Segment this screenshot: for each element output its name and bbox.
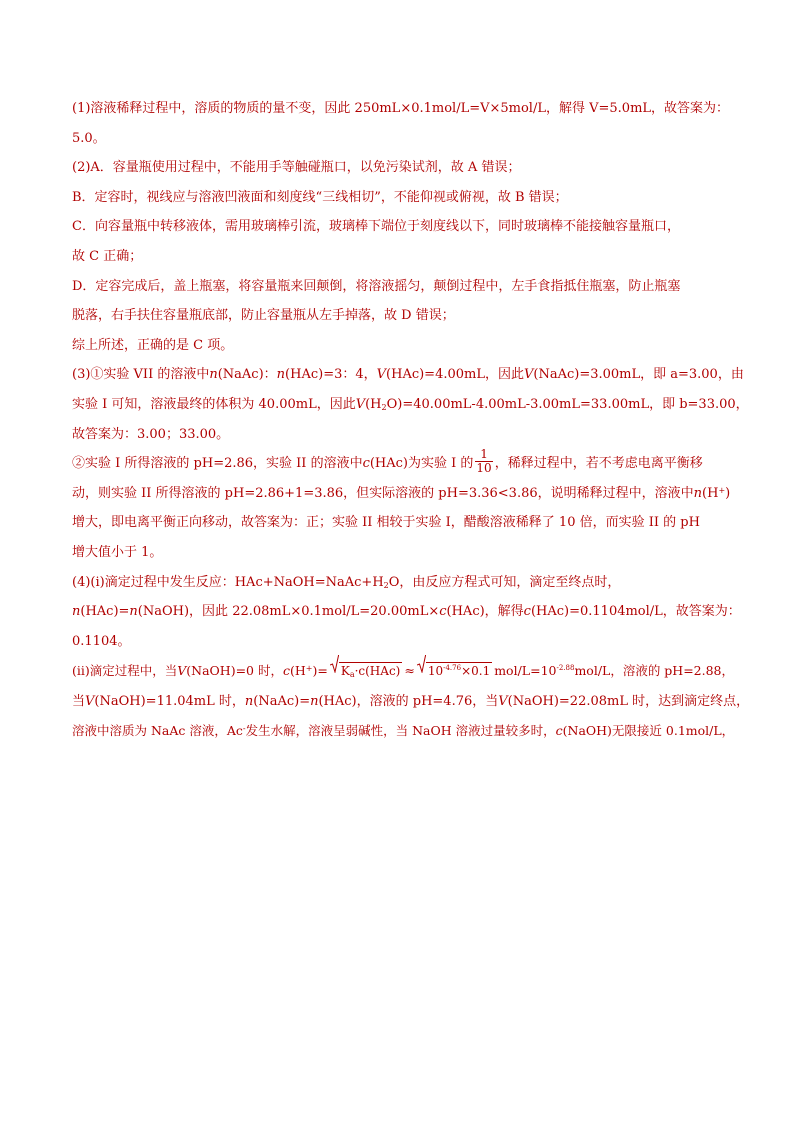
var-c: c xyxy=(362,456,370,472)
p4-line5 xyxy=(72,687,750,717)
text-span: mol/L，溶液的 pH=2.88， xyxy=(574,663,735,679)
text-span: (1)溶液稀释过程中，溶质的物质的量不变，因此 250mL×0.1mol/L=V×5mol/L，解得 V=5.0mL，故答案为： xyxy=(72,101,730,116)
text-span: (HAc)= xyxy=(80,604,130,620)
square-root-1 xyxy=(330,656,403,686)
text-span: 溶液中溶质为 NaAc 溶液，Ac xyxy=(72,723,243,739)
var-n: n xyxy=(72,604,81,620)
text-span: (3)①实验 VII 的溶液中 xyxy=(72,367,210,383)
subscript: 2 xyxy=(383,580,389,590)
fraction-numerator: 1 xyxy=(475,448,492,462)
text-span: (ii)滴定过程中，当 xyxy=(72,663,178,679)
var-v: V xyxy=(355,396,366,412)
p2-line-d1 xyxy=(72,272,740,302)
text-span: ×0.1 xyxy=(461,663,491,678)
p2-line-c1 xyxy=(72,212,740,242)
superscript: -4.76 xyxy=(443,663,462,672)
var-c: c xyxy=(439,604,447,620)
p1-line1 xyxy=(72,94,740,124)
subscript: 2 xyxy=(381,402,387,412)
text-span: 增大，即电离平衡正向移动，故答案为：正；实验 II 相较于实验 I，醋酸溶液稀释了 10 倍，而实验 II 的 pH xyxy=(72,515,700,531)
approx-sign: ≈ xyxy=(404,663,415,679)
square-root-2 xyxy=(417,656,492,686)
var-v: V xyxy=(85,693,95,709)
text-span: 动，则实验 II 所得溶液的 pH=2.86+1=3.86，但实际溶液的 pH=3.36<3.86，说明稀释过程中，溶液中 xyxy=(72,485,694,501)
text-span: C．向容量瓶中转移液体，需用玻璃棒引流，玻璃棒下端位于刻度线以下，同时玻璃棒不能接触容量瓶口， xyxy=(72,219,680,235)
text-span: mol/L=10 xyxy=(494,663,557,679)
text-span: )= xyxy=(312,663,328,679)
p2-line-b xyxy=(72,183,740,213)
text-span: 当 xyxy=(72,693,86,709)
text-span: ，稀释过程中，若不考虑电离平衡移 xyxy=(494,456,703,472)
text-span: O)=40.00mL-4.00mL-3.00mL=33.00mL，即 b=33.00， xyxy=(386,396,749,412)
text-span: 脱落，右手扶住容量瓶底部，防止容量瓶从左手掉落，故 D 错误； xyxy=(72,308,455,324)
text-span: (HAc)，解得 xyxy=(446,604,524,620)
var-n: n xyxy=(310,693,319,709)
p4-line6 xyxy=(72,716,740,746)
text-span: (HAc)=4.00mL，因此 xyxy=(386,367,524,383)
text-span: (H xyxy=(290,663,306,679)
superscript: + xyxy=(305,664,313,674)
superscript: -2.88 xyxy=(556,664,575,673)
var-n: n xyxy=(209,367,218,383)
p3-line1 xyxy=(72,360,744,390)
var-n: n xyxy=(244,693,254,709)
p4-line4 xyxy=(72,656,740,686)
var-c: c xyxy=(523,604,531,620)
text-span: ·c(HAc) xyxy=(354,663,401,678)
p3-line2 xyxy=(72,390,749,420)
superscript: - xyxy=(242,724,246,734)
text-span: (NaOH)=0 时， xyxy=(186,663,283,679)
radical-sign-icon xyxy=(330,655,339,673)
var-v: V xyxy=(498,693,508,709)
radicand xyxy=(339,662,403,679)
text-span: (NaOH)无限接近 0.1mol/L， xyxy=(562,723,735,739)
text-span: K xyxy=(340,663,350,678)
text-span: 实验 I 可知，溶液最终的体积为 40.00mL，因此 xyxy=(72,396,356,412)
p4-line1 xyxy=(72,568,740,598)
text-span: ) xyxy=(725,485,731,501)
var-v: V xyxy=(523,367,534,383)
p2-line-a xyxy=(72,153,740,183)
superscript: + xyxy=(718,485,726,495)
p4-line3 xyxy=(72,627,740,657)
text-span: 0.1104。 xyxy=(72,633,131,649)
solution-text xyxy=(72,94,750,746)
text-span: (NaOH)，因此 22.08mL×0.1mol/L=20.00mL× xyxy=(137,604,440,620)
text-span: (HAc)=0.1104mol/L，故答案为： xyxy=(530,604,741,620)
text-span: (4)(i)滴定过程中发生反应：HAc+NaOH=NaAc+H xyxy=(72,574,384,590)
text-span: (NaAc)= xyxy=(253,693,311,709)
radical-sign-icon xyxy=(417,655,426,673)
fraction xyxy=(475,448,492,475)
text-span: (HAc)=3：4， xyxy=(285,367,377,383)
p3-line5 xyxy=(72,479,740,509)
var-n: n xyxy=(129,604,138,620)
p2-line-c2 xyxy=(72,242,740,272)
text-span: (H xyxy=(702,485,719,501)
subscript: a xyxy=(349,669,355,679)
p3-line4 xyxy=(72,449,740,479)
p3-line7 xyxy=(72,538,740,568)
text-span: (HAc)，溶液的 pH=4.76，当 xyxy=(318,693,499,709)
text-span: 发生水解，溶液呈弱碱性，当 NaOH 溶液过量较多时， xyxy=(245,723,556,739)
text-span: (NaAc)： xyxy=(217,367,277,383)
text-span: 故 C 正确； xyxy=(72,248,143,264)
text-span: (HAc)为实验 I 的 xyxy=(369,456,474,472)
var-c: c xyxy=(282,663,290,679)
fraction-denominator: 10 xyxy=(476,461,492,476)
text-span: 10 xyxy=(427,663,444,678)
text-span: D．定容完成后，盖上瓶塞，将容量瓶来回颠倒，将溶液摇匀，颠倒过程中，左手食指抵住瓶塞，防止瓶塞 xyxy=(72,278,681,294)
text-span: 故答案为：3.00；33.00。 xyxy=(72,426,230,442)
text-span: 综上所述，正确的是 C 项。 xyxy=(72,337,234,353)
radicand xyxy=(426,662,492,679)
text-span: O，由反应方程式可知，滴定至终点时， xyxy=(388,574,621,590)
text-span: (H xyxy=(365,396,382,412)
p2-line-d2 xyxy=(72,301,740,331)
var-v: V xyxy=(376,367,387,383)
p3-line6 xyxy=(72,508,740,538)
var-v: V xyxy=(177,663,187,679)
text-span: (NaAc)=3.00mL，即 a=3.00，由 xyxy=(533,367,744,383)
var-n: n xyxy=(693,485,703,501)
p4-line2 xyxy=(72,597,740,627)
p3-line3 xyxy=(72,420,740,450)
text-span: B．定容时，视线应与溶液凹液面和刻度线“三线相切”，不能仰视或俯视，故 B 错误； xyxy=(72,189,568,205)
text-span: 增大值小于 1。 xyxy=(72,544,163,560)
p2-line-e xyxy=(72,331,740,361)
var-c: c xyxy=(555,723,563,739)
text-span: (NaOH)=22.08mL 时，达到滴定终点， xyxy=(507,693,750,709)
p1-line2 xyxy=(72,124,740,154)
text-span: (NaOH)=11.04mL 时， xyxy=(94,693,245,709)
text-span: 5.0。 xyxy=(72,130,106,146)
text-span: (2)A．容量瓶使用过程中，不能用手等触碰瓶口，以免污染试剂，故 A 错误； xyxy=(72,160,521,176)
text-span: ②实验 I 所得溶液的 pH=2.86，实验 II 的溶液中 xyxy=(72,456,363,472)
var-n: n xyxy=(276,367,286,383)
